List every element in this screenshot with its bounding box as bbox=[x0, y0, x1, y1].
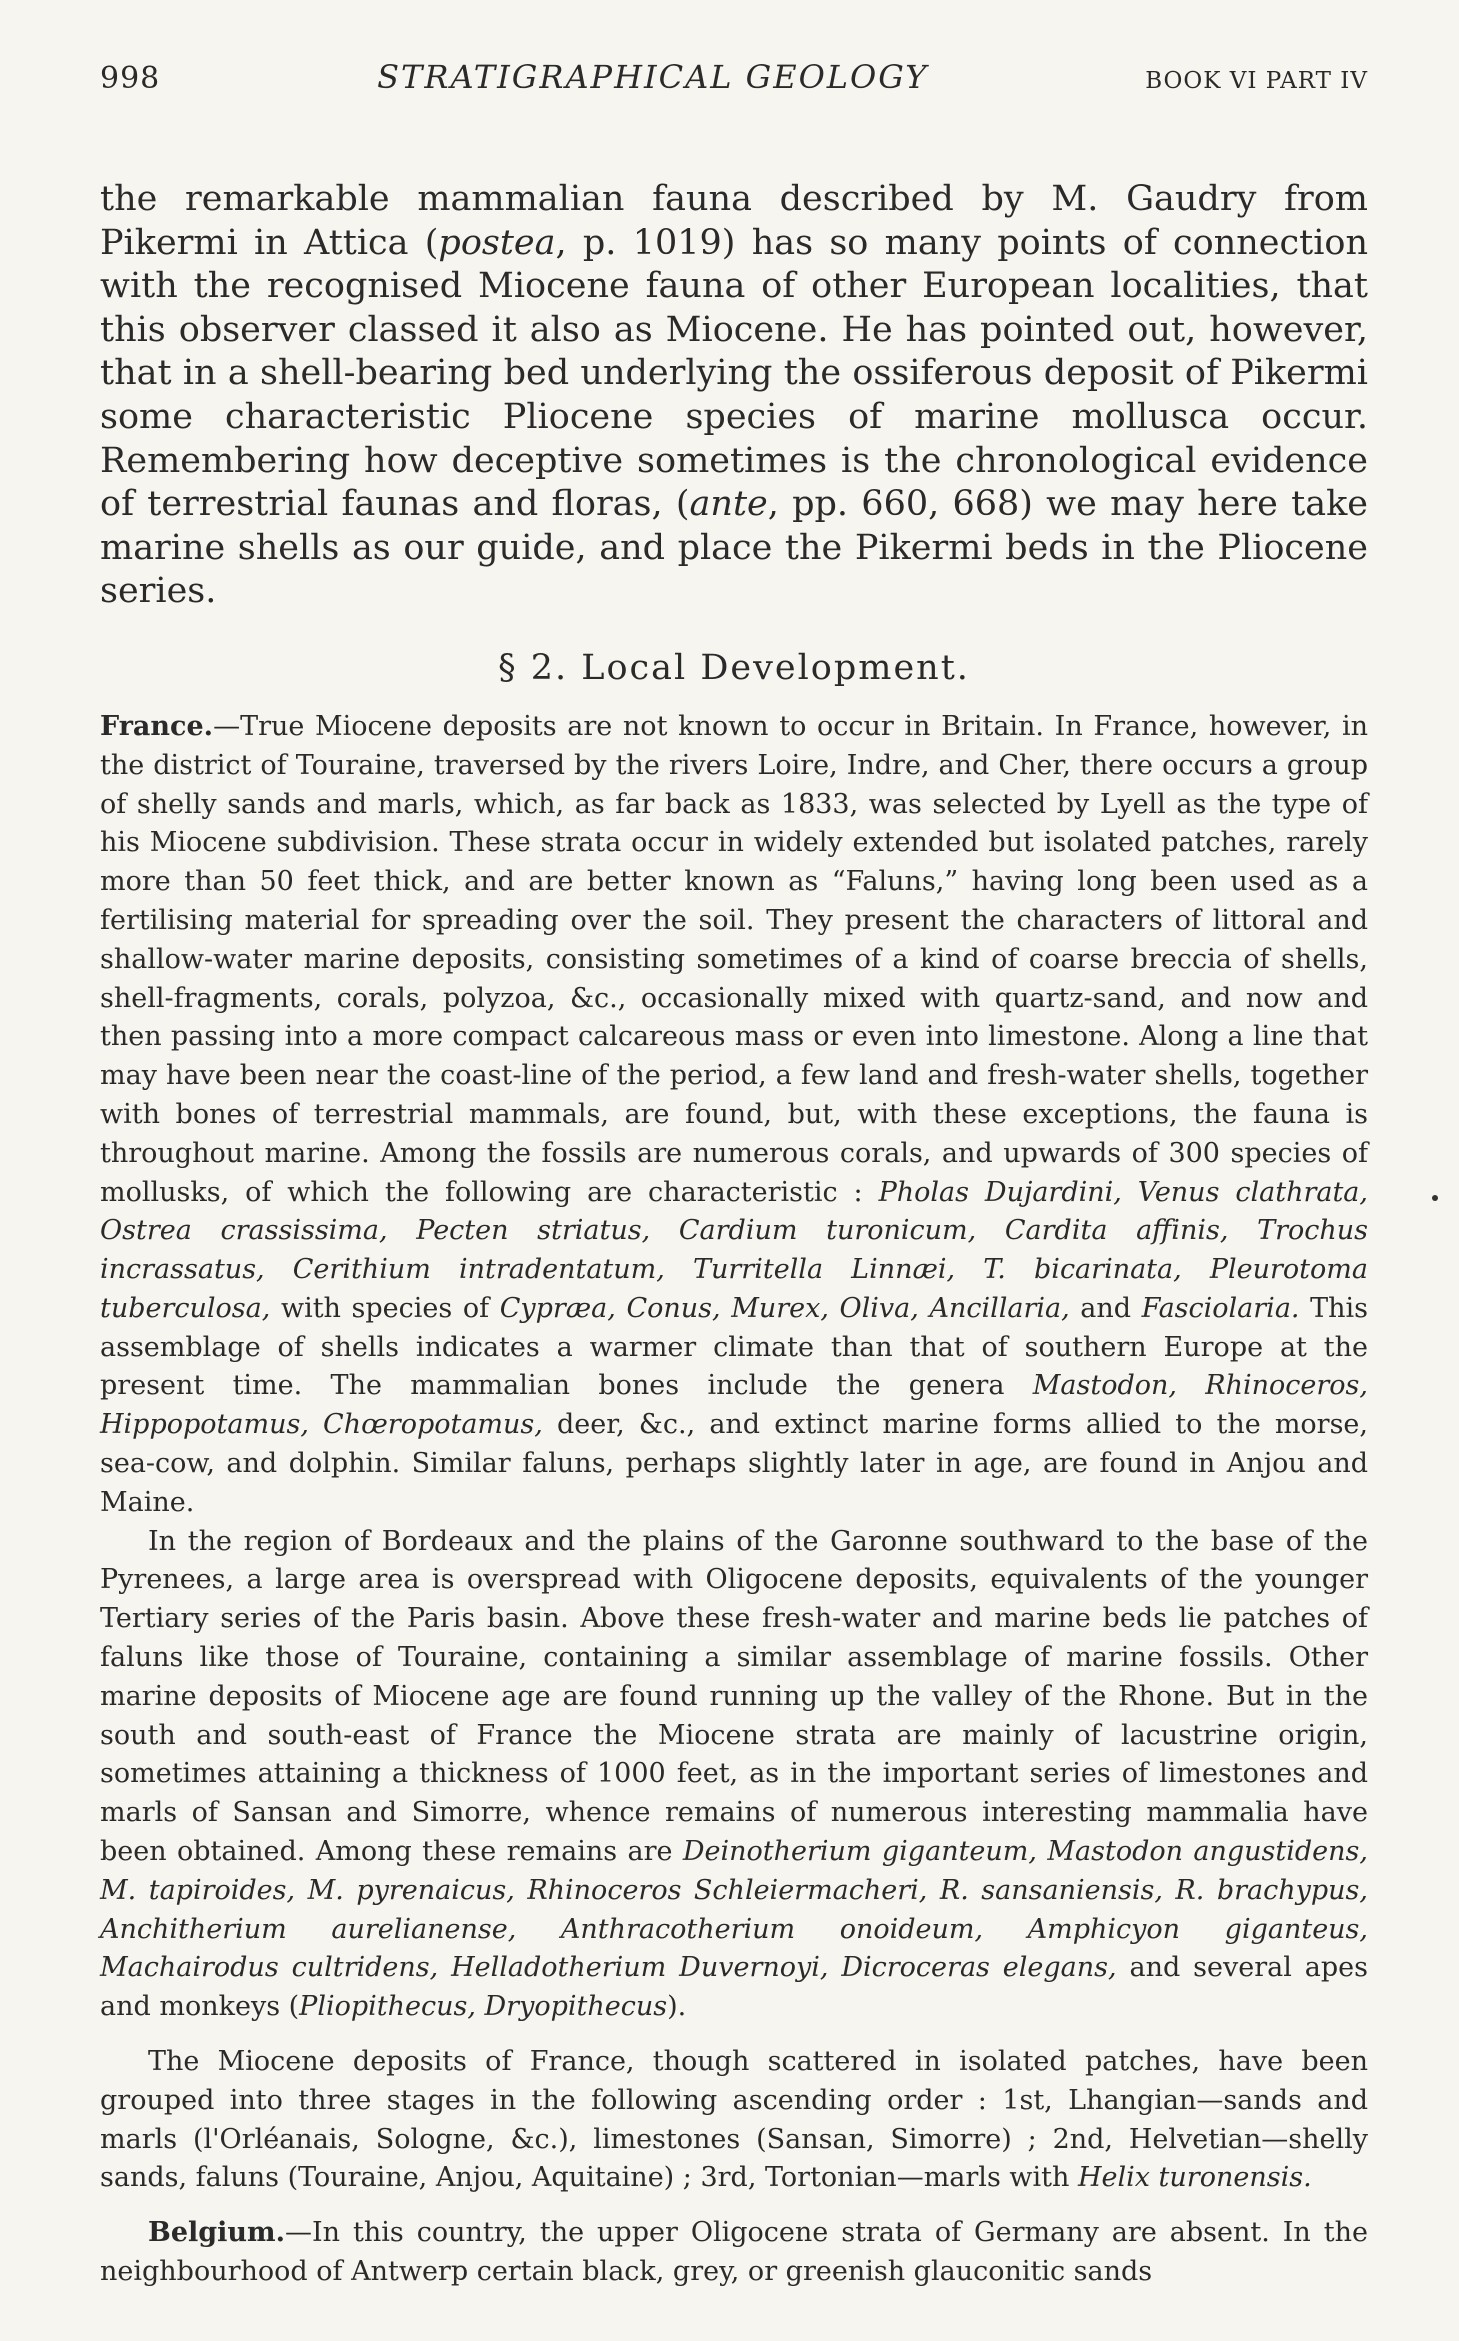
text-run: The Miocene deposits of France, though scattered in isolated patches, have been grouped into three stages in the following ascending order : 1st, Lhangian—sands and marls (l'Orléanais, Sologne, &c.), limestones (Sansan, Simorre) ; 2nd, Helvetian—shelly sands, faluns (Touraine, Anjou, Aquitaine) ; 3rd, Tortonian—marls with bbox=[100, 2046, 1368, 2194]
text-run: , pp. 660, 668) we may here take marine shells as our guide, and place the Pikermi beds in the Pliocene series. bbox=[100, 484, 1368, 612]
species-list: Cypræa, Conus, Murex, Oliva, Ancillaria, bbox=[499, 1292, 1070, 1324]
running-title: STRATIGRAPHICAL GEOLOGY bbox=[377, 58, 929, 96]
margin-mark bbox=[1432, 1195, 1438, 1201]
page-number: 998 bbox=[100, 61, 161, 96]
species-list: Pholas Dujardini, Venus clathrata, Ostrea crassissima, Pecten striatus, Cardium turonicum, Cardita affinis, Trochus incrassatus, Cerithium intradentatum, Turritella Linnæi, T. bicarinata, Pleurotoma tuberculosa, bbox=[100, 1176, 1368, 1324]
bordeaux-paragraph bbox=[100, 1523, 1368, 2027]
text-run: In the region of Bordeaux and the plains of the Garonne southward to the base of the Pyrenees, a large area is overspread with Oligocene deposits, equivalents of the younger Tertiary series of the Paris basin. Above these fresh-water and marine beds lie patches of faluns like those of Touraine, containing a similar assemblage of marine fossils. Other marine deposits of Miocene age are found running up the valley of the Rhone. But in the south and south-east of France the Miocene strata are mainly of lacustrine origin, sometimes attaining a thickness of 1000 feet, as in the important series of limestones and marls of Sansan and Simorre, whence remains of numerous interesting mammalia have been obtained. Among these remains are bbox=[100, 1525, 1368, 1868]
species-list: Mastodon, Rhinoceros, Hippopotamus, Chœropotamus, bbox=[100, 1370, 1368, 1441]
text-run: deer, &c., and extinct marine forms allied to the morse, sea-cow, and dolphin. Similar faluns, perhaps slightly later in age, are found in Anjou and Maine. bbox=[100, 1409, 1368, 1518]
text-run: with species of bbox=[270, 1292, 500, 1324]
text-run: , p. 1019) has so many points of connection with the recognised Miocene fauna of other European localities, that this observer classed it also as Miocene. He has pointed out, however, that in a shell-bearing bed underlying the ossiferous deposit of Pikermi some characteristic Pliocene species of marine mollusca occur. Remembering how deceptive sometimes is the chronological evidence of terrestrial faunas and floras, ( bbox=[100, 222, 1368, 525]
text-run: and several apes and monkeys ( bbox=[100, 1952, 1368, 2023]
text-run: —In this country, the upper Oligocene strata of Germany are absent. In the neighbourhood of Antwerp certain black, grey, or greenish glauconitic sands bbox=[100, 2217, 1368, 2288]
species-list: Helix turonensis. bbox=[1077, 2162, 1312, 2194]
species-list: Deinotherium giganteum, Mastodon angustidens, M. tapiroides, M. pyrenaicus, Rhinoceros Schleiermacheri, R. sansaniensis, R. brachypus, Anchitherium aurelianense, Anthracotherium onoideum, Amphicyon giganteus, Machairodus cultridens, Helladotherium Duvernoyi, Dicroceras elegans, bbox=[100, 1836, 1368, 1984]
intro-paragraph bbox=[100, 178, 1368, 614]
running-head bbox=[100, 58, 1368, 108]
section-heading: § 2. Local Development. bbox=[498, 647, 970, 688]
text-run: and bbox=[1069, 1292, 1142, 1324]
text-run: the remarkable mammalian fauna described by M. Gaudry from Pikermi in Attica ( bbox=[100, 179, 1368, 263]
text-run: —True Miocene deposits are not known to occur in Britain. In France, however, in the district of Touraine, traversed by the rivers Loire, Indre, and Cher, there occurs a group of shelly sands and marls, which, as far back as 1833, was selected by Lyell as the type of his Miocene subdivision. These strata occur in widely extended but isolated patches, rarely more than 50 feet thick, and are better known as “Faluns,” having long been used as a fertilising material for spreading over the soil. They present the characters of littoral and shallow-water marine deposits, consisting sometimes of a kind of coarse breccia of shells, shell-fragments, corals, polyzoa, &c., occasionally mixed with quartz-sand, and now and then passing into a more compact calcareous mass or even into limestone. Along a line that may have been near the coast-line of the period, a few land and fresh-water shells, together with bones of terrestrial mammals, are found, but, with these exceptions, the fauna is throughout marine. Among the fossils are numerous corals, and upwards of 300 species of mollusks, of which the following are characteristic : bbox=[100, 710, 1368, 1208]
paragraph-lead: Belgium. bbox=[148, 2217, 285, 2249]
text-run: ). bbox=[667, 1991, 687, 2023]
species-list: Fasciolaria. bbox=[1141, 1292, 1300, 1324]
cross-reference: ante bbox=[689, 484, 768, 525]
book-page bbox=[100, 58, 1368, 2292]
paragraph-lead: France. bbox=[100, 710, 214, 742]
belgium-paragraph bbox=[100, 2214, 1368, 2292]
france-paragraph bbox=[100, 708, 1368, 1523]
stages-paragraph bbox=[100, 2043, 1368, 2198]
cross-reference: postea bbox=[438, 222, 556, 263]
text-run: This assemblage of shells indicates a warmer climate than that of southern Europe at the present time. The mammalian bones include the genera bbox=[100, 1292, 1368, 1402]
book-part-label: BOOK VI PART IV bbox=[1145, 68, 1368, 94]
species-list: Pliopithecus, Dryopithecus bbox=[299, 1991, 668, 2023]
